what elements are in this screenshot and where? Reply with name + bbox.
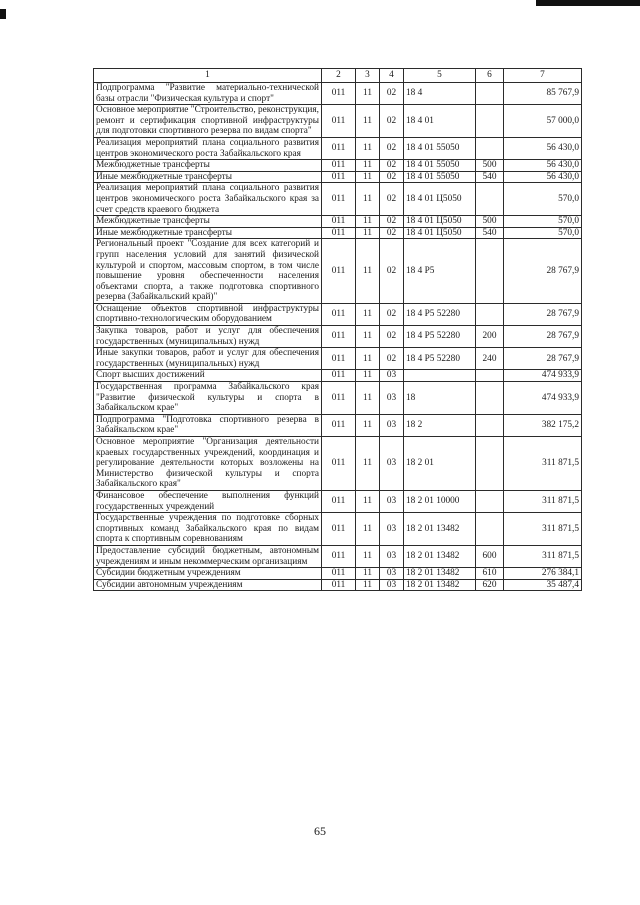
row-expense-type — [476, 303, 504, 325]
table-row — [94, 370, 582, 382]
row-section-code: 11 — [356, 568, 380, 580]
row-name: Предоставление субсидий бюджетным, автономным учреждениям и иным некоммерческим организациям — [94, 545, 322, 567]
row-expense-type: 500 — [476, 216, 504, 228]
row-subsection-code: 03 — [380, 370, 404, 382]
row-expense-type — [476, 105, 504, 138]
table-row — [94, 437, 582, 491]
row-amount: 28 767,9 — [504, 239, 582, 304]
row-section-code: 11 — [356, 83, 380, 105]
page-number: 65 — [314, 824, 326, 838]
row-ministry-code: 011 — [322, 382, 356, 415]
row-ministry-code: 011 — [322, 437, 356, 491]
row-target-article: 18 4 P5 52280 — [404, 348, 476, 370]
row-name: Реализация мероприятий плана социального развития центров экономического роста Забайкальского края за счет средств краевого бюджета — [94, 183, 322, 216]
row-target-article: 18 4 01 55050 — [404, 160, 476, 172]
row-ministry-code: 011 — [322, 303, 356, 325]
row-amount: 85 767,9 — [504, 83, 582, 105]
row-amount: 35 487,4 — [504, 579, 582, 591]
row-ministry-code: 011 — [322, 160, 356, 172]
table-row — [94, 568, 582, 580]
row-ministry-code: 011 — [322, 414, 356, 436]
row-section-code: 11 — [356, 382, 380, 415]
row-expense-type — [476, 513, 504, 546]
row-subsection-code: 03 — [380, 513, 404, 546]
table-row — [94, 303, 582, 325]
row-name: Государственные учреждения по подготовке сборных спортивных команд Забайкальского края по видам спорта к спортивным соревнованиям — [94, 513, 322, 546]
row-subsection-code: 02 — [380, 137, 404, 159]
row-target-article: 18 4 — [404, 83, 476, 105]
row-ministry-code: 011 — [322, 579, 356, 591]
row-target-article: 18 4 P5 — [404, 239, 476, 304]
row-ministry-code: 011 — [322, 513, 356, 546]
row-ministry-code: 011 — [322, 239, 356, 304]
row-amount: 570,0 — [504, 216, 582, 228]
header-cell-6: 6 — [476, 69, 504, 83]
row-section-code: 11 — [356, 326, 380, 348]
row-target-article: 18 4 01 Ц5050 — [404, 216, 476, 228]
row-subsection-code: 02 — [380, 348, 404, 370]
row-amount: 474 933,9 — [504, 382, 582, 415]
header-cell-2: 2 — [322, 69, 356, 83]
row-name: Спорт высших достижений — [94, 370, 322, 382]
row-section-code: 11 — [356, 513, 380, 546]
row-name: Основное мероприятие "Строительство, реконструкция, ремонт и сертификация спортивной инфраструктуры для подготовки спортивного резерва по видам спорта" — [94, 105, 322, 138]
row-name: Субсидии бюджетным учреждениям — [94, 568, 322, 580]
row-ministry-code: 011 — [322, 137, 356, 159]
row-target-article: 18 4 01 — [404, 105, 476, 138]
table-row — [94, 490, 582, 512]
row-expense-type: 240 — [476, 348, 504, 370]
row-target-article: 18 4 01 55050 — [404, 171, 476, 183]
row-section-code: 11 — [356, 227, 380, 239]
table-row — [94, 579, 582, 591]
row-section-code: 11 — [356, 579, 380, 591]
row-ministry-code: 011 — [322, 83, 356, 105]
table-row — [94, 239, 582, 304]
row-target-article: 18 2 — [404, 414, 476, 436]
row-subsection-code: 02 — [380, 183, 404, 216]
row-ministry-code: 011 — [322, 348, 356, 370]
row-target-article: 18 4 P5 52280 — [404, 303, 476, 325]
table-row — [94, 382, 582, 415]
row-target-article: 18 — [404, 382, 476, 415]
table-row — [94, 414, 582, 436]
row-target-article: 18 2 01 13482 — [404, 545, 476, 567]
row-expense-type — [476, 137, 504, 159]
row-name: Межбюджетные трансферты — [94, 160, 322, 172]
row-subsection-code: 03 — [380, 545, 404, 567]
row-amount: 570,0 — [504, 183, 582, 216]
row-name: Закупка товаров, работ и услуг для обеспечения государственных (муниципальных) нужд — [94, 326, 322, 348]
row-subsection-code: 02 — [380, 160, 404, 172]
row-ministry-code: 011 — [322, 370, 356, 382]
row-ministry-code: 011 — [322, 216, 356, 228]
table-row — [94, 137, 582, 159]
row-subsection-code: 03 — [380, 414, 404, 436]
row-ministry-code: 011 — [322, 227, 356, 239]
row-amount: 570,0 — [504, 227, 582, 239]
header-cell-4: 4 — [380, 69, 404, 83]
row-section-code: 11 — [356, 216, 380, 228]
row-target-article: 18 2 01 13482 — [404, 579, 476, 591]
row-section-code: 11 — [356, 137, 380, 159]
row-name: Региональный проект "Создание для всех категорий и групп населения условий для занятий физической культурой и спортом, массовым спортом, в том числе повышение уровня обеспеченности населения объектами спорта, а также подготовка спортивного резерва (Забайкальский край)" — [94, 239, 322, 304]
row-amount: 276 384,1 — [504, 568, 582, 580]
header-cell-7: 7 — [504, 69, 582, 83]
row-target-article: 18 4 01 Ц5050 — [404, 227, 476, 239]
row-name: Финансовое обеспечение выполнения функций государственных учреждений — [94, 490, 322, 512]
row-ministry-code: 011 — [322, 183, 356, 216]
row-amount: 474 933,9 — [504, 370, 582, 382]
row-subsection-code: 02 — [380, 171, 404, 183]
row-name: Межбюджетные трансферты — [94, 216, 322, 228]
row-ministry-code: 011 — [322, 545, 356, 567]
row-subsection-code: 03 — [380, 490, 404, 512]
row-subsection-code: 03 — [380, 382, 404, 415]
row-subsection-code: 02 — [380, 227, 404, 239]
row-name: Реализация мероприятий плана социального развития центров экономического роста Забайкальского края — [94, 137, 322, 159]
row-amount: 28 767,9 — [504, 326, 582, 348]
table-row — [94, 183, 582, 216]
row-section-code: 11 — [356, 370, 380, 382]
row-section-code: 11 — [356, 490, 380, 512]
table-row — [94, 545, 582, 567]
table-row — [94, 348, 582, 370]
table-row — [94, 227, 582, 239]
row-target-article: 18 4 01 55050 — [404, 137, 476, 159]
row-section-code: 11 — [356, 239, 380, 304]
row-name: Субсидии автономным учреждениям — [94, 579, 322, 591]
row-expense-type: 620 — [476, 579, 504, 591]
row-expense-type: 600 — [476, 545, 504, 567]
row-expense-type — [476, 239, 504, 304]
row-amount: 382 175,2 — [504, 414, 582, 436]
row-expense-type — [476, 490, 504, 512]
row-name: Иные межбюджетные трансферты — [94, 227, 322, 239]
row-expense-type: 610 — [476, 568, 504, 580]
row-name: Основное мероприятие "Организация деятельности краевых государственных учреждений, координация и регулирование деятельности которых возложены на Министерство физической культуры и спорта Забайкальского края" — [94, 437, 322, 491]
row-name: Иные межбюджетные трансферты — [94, 171, 322, 183]
row-expense-type: 200 — [476, 326, 504, 348]
row-expense-type — [476, 183, 504, 216]
row-amount: 56 430,0 — [504, 137, 582, 159]
row-expense-type: 540 — [476, 227, 504, 239]
row-name: Государственная программа Забайкальского края "Развитие физической культуры и спорта в Забайкальском крае" — [94, 382, 322, 415]
row-expense-type — [476, 414, 504, 436]
table-row — [94, 216, 582, 228]
row-amount: 311 871,5 — [504, 545, 582, 567]
row-ministry-code: 011 — [322, 171, 356, 183]
budget-table — [93, 68, 582, 591]
row-section-code: 11 — [356, 105, 380, 138]
table-row — [94, 160, 582, 172]
row-amount: 56 430,0 — [504, 171, 582, 183]
row-name: Оснащение объектов спортивной инфраструктуры спортивно-технологическим оборудованием — [94, 303, 322, 325]
table-row — [94, 83, 582, 105]
scan-margin-mark — [0, 9, 6, 19]
row-expense-type — [476, 437, 504, 491]
scan-edge-mark — [536, 0, 640, 6]
row-name: Иные закупки товаров, работ и услуг для обеспечения государственных (муниципальных) нужд — [94, 348, 322, 370]
table-row — [94, 326, 582, 348]
row-amount: 311 871,5 — [504, 437, 582, 491]
row-ministry-code: 011 — [322, 490, 356, 512]
row-expense-type: 500 — [476, 160, 504, 172]
row-amount: 28 767,9 — [504, 303, 582, 325]
row-target-article: 18 4 P5 52280 — [404, 326, 476, 348]
row-subsection-code: 03 — [380, 568, 404, 580]
row-section-code: 11 — [356, 171, 380, 183]
table-row — [94, 105, 582, 138]
column-number-row — [94, 69, 582, 83]
row-expense-type — [476, 83, 504, 105]
header-cell-3: 3 — [356, 69, 380, 83]
header-cell-1: 1 — [94, 69, 322, 83]
row-subsection-code: 02 — [380, 83, 404, 105]
row-target-article: 18 2 01 13482 — [404, 568, 476, 580]
row-amount: 57 000,0 — [504, 105, 582, 138]
row-target-article: 18 2 01 13482 — [404, 513, 476, 546]
row-target-article: 18 2 01 — [404, 437, 476, 491]
row-name: Подпрограмма "Развитие материально-технической базы отрасли "Физическая культура и спорт" — [94, 83, 322, 105]
row-ministry-code: 011 — [322, 105, 356, 138]
row-target-article: 18 2 01 10000 — [404, 490, 476, 512]
row-expense-type — [476, 382, 504, 415]
row-expense-type: 540 — [476, 171, 504, 183]
row-section-code: 11 — [356, 545, 380, 567]
row-subsection-code: 02 — [380, 105, 404, 138]
row-section-code: 11 — [356, 303, 380, 325]
row-section-code: 11 — [356, 437, 380, 491]
table-row — [94, 171, 582, 183]
row-section-code: 11 — [356, 160, 380, 172]
table-row — [94, 513, 582, 546]
row-subsection-code: 02 — [380, 239, 404, 304]
row-section-code: 11 — [356, 348, 380, 370]
row-amount: 311 871,5 — [504, 490, 582, 512]
row-subsection-code: 03 — [380, 437, 404, 491]
row-amount: 311 871,5 — [504, 513, 582, 546]
row-target-article — [404, 370, 476, 382]
row-name: Подпрограмма "Подготовка спортивного резерва в Забайкальском крае" — [94, 414, 322, 436]
row-subsection-code: 02 — [380, 216, 404, 228]
row-subsection-code: 03 — [380, 579, 404, 591]
row-section-code: 11 — [356, 414, 380, 436]
row-subsection-code: 02 — [380, 303, 404, 325]
row-ministry-code: 011 — [322, 568, 356, 580]
row-amount: 56 430,0 — [504, 160, 582, 172]
row-ministry-code: 011 — [322, 326, 356, 348]
row-section-code: 11 — [356, 183, 380, 216]
row-expense-type — [476, 370, 504, 382]
header-cell-5: 5 — [404, 69, 476, 83]
row-target-article: 18 4 01 Ц5050 — [404, 183, 476, 216]
row-subsection-code: 02 — [380, 326, 404, 348]
row-amount: 28 767,9 — [504, 348, 582, 370]
